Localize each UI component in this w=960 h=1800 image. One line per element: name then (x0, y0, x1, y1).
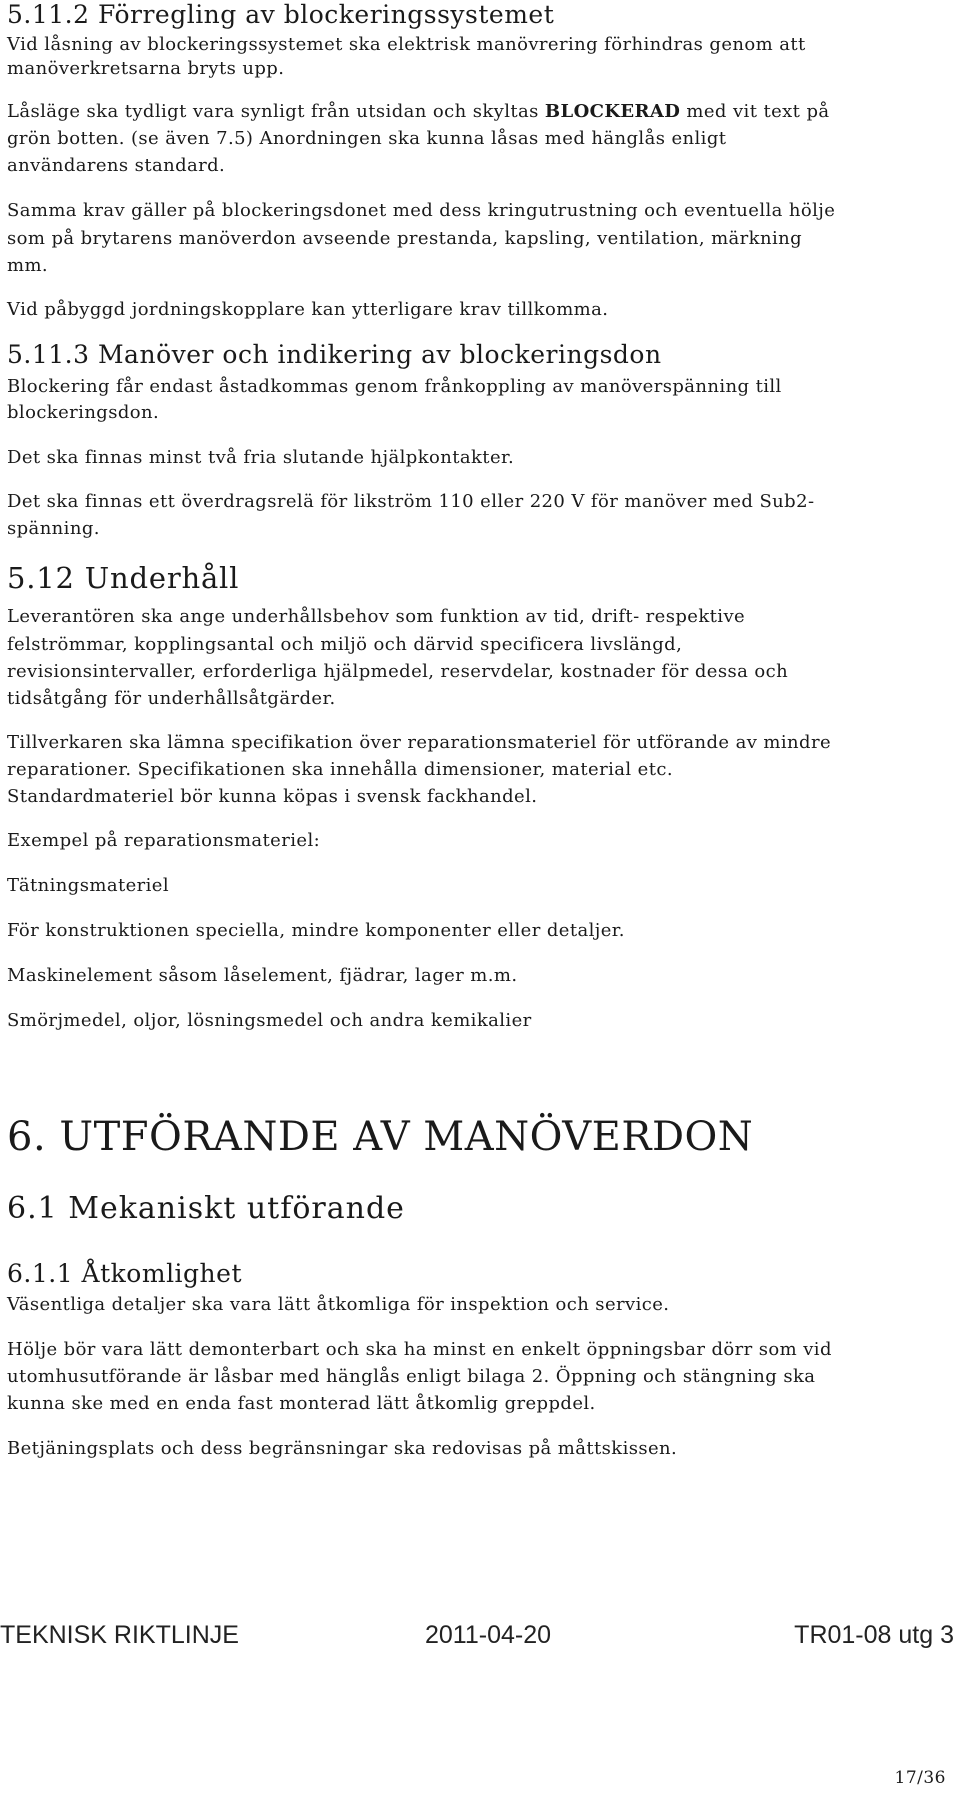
footer-doc-type: TEKNISK RIKTLINJE (0, 1621, 239, 1649)
paragraph-line: Vid låsning av blockeringssystemet ska elektrisk manövrering förhindras genom att (7, 34, 806, 55)
paragraph-line: som på brytarens manöverdon avseende prestanda, kapsling, ventilation, märkning (7, 228, 803, 249)
paragraph-line: Väsentliga detaljer ska vara lätt åtkomliga för inspektion och service. (7, 1294, 670, 1315)
page-footer (0, 1621, 960, 1661)
paragraph-line: Leverantören ska ange underhållsbehov som funktion av tid, drift- respektive (7, 606, 746, 627)
paragraph-line: utomhusutförande är låsbar med hänglås enligt bilaga 2. Öppning och stängning ska (7, 1366, 816, 1387)
paragraph-line: grön botten. (se även 7.5) Anordningen ska kunna låsas med hänglås enligt (7, 128, 727, 149)
paragraph-line: Samma krav gäller på blockeringsdonet med dess kringutrustning och eventuella hölje (7, 200, 836, 221)
paragraph-line: blockeringsdon. (7, 402, 160, 423)
page-number: 17/36 (894, 1768, 946, 1788)
paragraph-line: reparationer. Specifikationen ska innehålla dimensioner, material etc. (7, 759, 673, 780)
paragraph-line: tidsåtgång för underhållsåtgärder. (7, 688, 336, 709)
paragraph-line: användarens standard. (7, 155, 226, 176)
paragraph-line: Maskinelement såsom låselement, fjädrar, lager m.m. (7, 965, 518, 986)
paragraph-line: Låsläge ska tydligt vara synligt från utsidan och skyltas BLOCKERAD med vit text på (7, 101, 830, 122)
paragraph-line: Exempel på reparationsmateriel: (7, 830, 321, 851)
heading-6: 6. UTFÖRANDE AV MANÖVERDON (7, 1114, 754, 1160)
paragraph-line: Det ska finnas ett överdragsrelä för likström 110 eller 220 V för manöver med Sub2- (7, 491, 815, 512)
footer-date: 2011-04-20 (425, 1621, 552, 1649)
blockerad-label: BLOCKERAD (544, 101, 681, 122)
paragraph-line: Betjäningsplats och dess begränsningar ska redovisas på måttskissen. (7, 1438, 678, 1459)
paragraph-line: Det ska finnas minst två fria slutande hjälpkontakter. (7, 447, 515, 468)
paragraph-line: felströmmar, kopplingsantal och miljö och därvid specificera livslängd, (7, 634, 683, 655)
paragraph-line: Tillverkaren ska lämna specifikation över reparationsmateriel för utförande av mindre (7, 732, 832, 753)
paragraph-line: Standardmateriel bör kunna köpas i svensk fackhandel. (7, 786, 538, 807)
heading-6-1-1: 6.1.1 Åtkomlighet (7, 1259, 243, 1288)
paragraph-line: För konstruktionen speciella, mindre komponenter eller detaljer. (7, 920, 625, 941)
paragraph-line: revisionsintervaller, erforderliga hjälpmedel, reservdelar, kostnader för dessa och (7, 661, 789, 682)
paragraph-line: Blockering får endast åstadkommas genom frånkoppling av manöverspänning till (7, 376, 782, 397)
paragraph-line: Smörjmedel, oljor, lösningsmedel och andra kemikalier (7, 1010, 532, 1031)
heading-5-11-2: 5.11.2 Förregling av blockeringssystemet (7, 0, 555, 29)
heading-5-12: 5.12 Underhåll (7, 561, 240, 595)
paragraph-line: Tätningsmateriel (7, 875, 170, 896)
paragraph-line: mm. (7, 255, 49, 276)
heading-6-1: 6.1 Mekaniskt utförande (7, 1191, 405, 1226)
paragraph-line: Hölje bör vara lätt demonterbart och ska ha minst en enkelt öppningsbar dörr som vid (7, 1339, 832, 1360)
paragraph-line: manöverkretsarna bryts upp. (7, 58, 285, 79)
paragraph-line: kunna ske med en enda fast monterad lätt åtkomlig greppdel. (7, 1393, 596, 1414)
paragraph-line: Vid påbyggd jordningskopplare kan ytterligare krav tillkomma. (7, 299, 609, 320)
footer-doc-id: TR01-08 utg 3 (794, 1621, 954, 1649)
paragraph-line: spänning. (7, 518, 100, 539)
heading-5-11-3: 5.11.3 Manöver och indikering av blockeringsdon (7, 340, 662, 369)
